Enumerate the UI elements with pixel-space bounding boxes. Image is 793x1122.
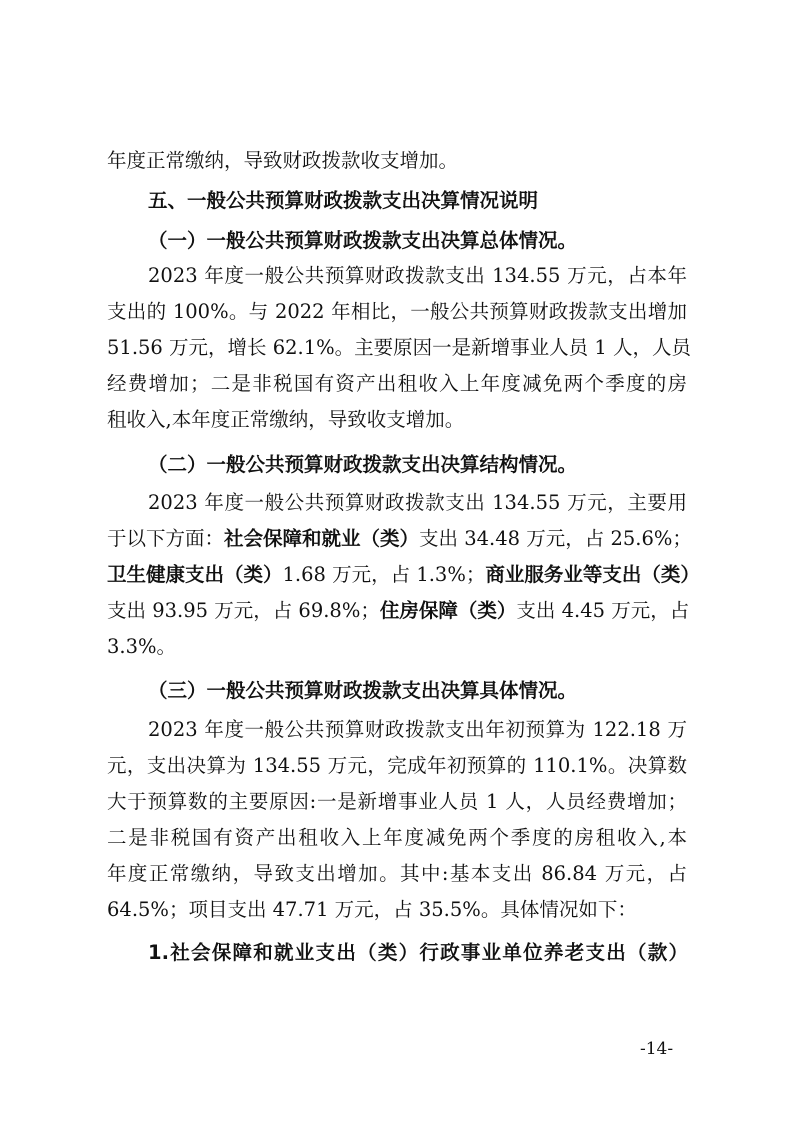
body-text-line: 51.56 万元，增长 62.1%。主要原因一是新增事业人员 1 人，人员 — [107, 336, 691, 359]
body-text-line: 2023 年度一般公共预算财政拨款支出年初预算为 122.18 万 — [148, 718, 687, 741]
body-text-line: 2023 年度一般公共预算财政拨款支出 134.55 万元，主要用 — [148, 491, 687, 514]
body-text-line — [107, 524, 692, 554]
text-segment: 支出 34.48 万元，占 25.6%； — [419, 527, 692, 550]
category-label: 住房保障（类） — [379, 599, 517, 622]
category-label: 商业服务业等支出（类） — [485, 563, 700, 586]
category-label: 社会保障和就业（类） — [224, 527, 420, 550]
body-text-line: 元，支出决算为 134.55 万元，完成年初预算的 110.1%。决算数 — [107, 754, 687, 777]
body-text-line: 经费增加；二是非税国有资产出租收入上年度减免两个季度的房 — [107, 372, 687, 395]
body-text-line: 年度正常缴纳，导致支出增加。其中:基本支出 86.84 万元，占 — [107, 862, 687, 885]
text-segment: 1.68 万元，占 1.3%； — [282, 563, 486, 586]
text-segment: 支出 4.45 万元，占 — [516, 599, 690, 622]
body-text-line: 2023 年度一般公共预算财政拨款支出 134.55 万元，占本年 — [148, 264, 687, 287]
subsection-heading: （三）一般公共预算财政拨款支出决算具体情况。 — [148, 679, 578, 702]
body-text-line: 3.3%。 — [107, 635, 177, 658]
subsection-heading: （二）一般公共预算财政拨款支出决算结构情况。 — [148, 453, 578, 476]
page-number: -14- — [640, 1039, 674, 1059]
body-text-line: 大于预算数的主要原因:一是新增事业人员 1 人，人员经费增加； — [107, 790, 687, 813]
body-text-line: 租收入,本年度正常缴纳，导致收支增加。 — [107, 408, 465, 431]
body-text-line: 支出的 100%。与 2022 年相比，一般公共预算财政拨款支出增加 — [107, 300, 687, 323]
text-segment: 支出 93.95 万元，占 69.8%； — [107, 599, 380, 622]
category-label: 卫生健康支出（类） — [107, 563, 283, 586]
text-segment: 于以下方面： — [107, 527, 225, 550]
body-text-line — [107, 596, 690, 626]
subsection-heading: （一）一般公共预算财政拨款支出决算总体情况。 — [148, 229, 578, 252]
body-text-line: 64.5%；项目支出 47.71 万元，占 35.5%。具体情况如下： — [107, 898, 637, 921]
body-text-line: 年度正常缴纳，导致财政拨款收支增加。 — [107, 149, 459, 172]
section-heading: 五、一般公共预算财政拨款支出决算情况说明 — [148, 189, 539, 212]
item-heading: 1.社会保障和就业支出（类）行政事业单位养老支出（款） — [148, 941, 688, 964]
body-text-line: 二是非税国有资产出租收入上年度减免两个季度的房租收入,本 — [107, 826, 687, 849]
body-text-line — [107, 560, 700, 590]
